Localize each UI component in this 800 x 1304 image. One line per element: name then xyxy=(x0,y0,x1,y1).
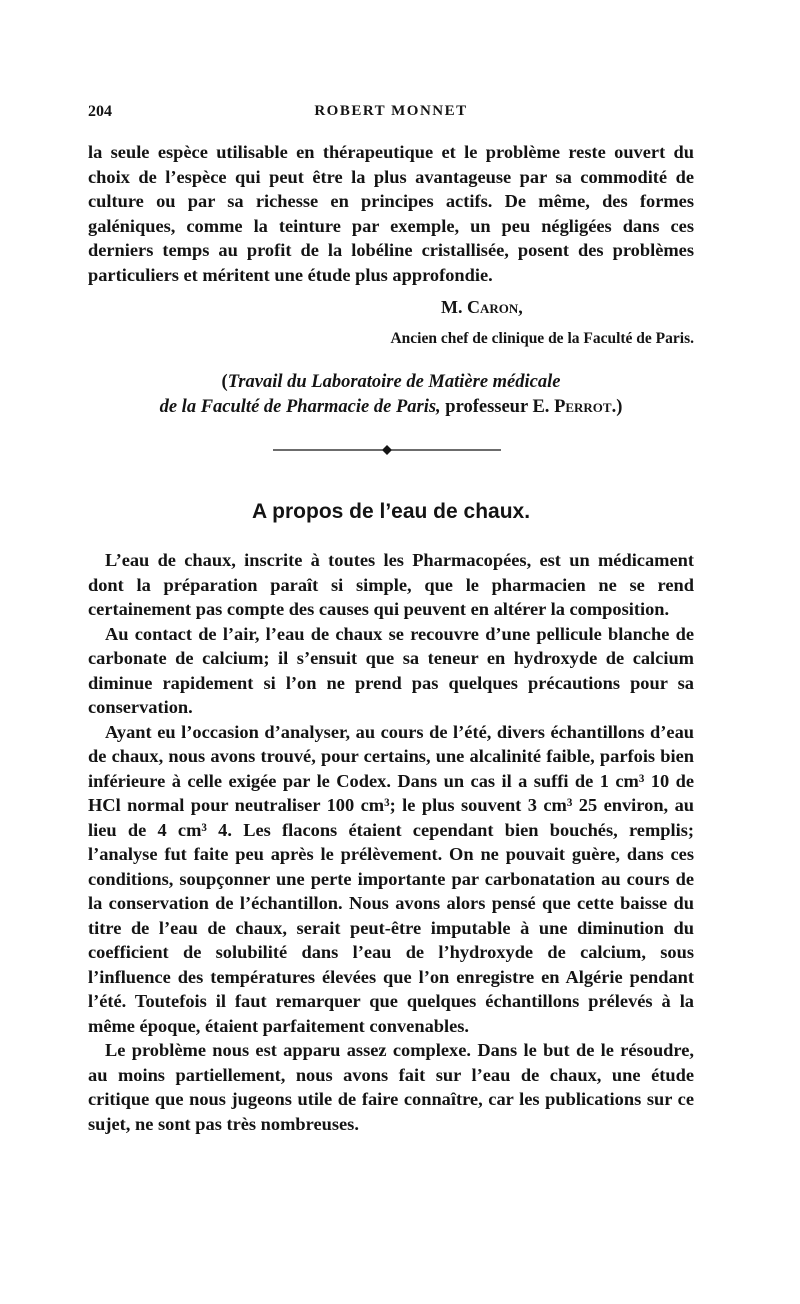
signature-name xyxy=(441,297,523,318)
credit-professor-prefix: professeur E. xyxy=(445,397,550,417)
signature-initial: M. xyxy=(441,297,463,317)
article-paragraph: L’eau de chaux, inscrite à toutes les Pharmacopées, est un médicament dont la préparation paraît si simple, que le pharmacien ne se rend certainement pas compte des causes qui peuvent en altérer la composition. xyxy=(88,550,694,619)
credit-open-paren: ( xyxy=(221,372,228,392)
article-body xyxy=(88,548,694,1136)
article-title: A propos de l’eau de chaux. xyxy=(251,500,531,523)
page-number: 204 xyxy=(88,103,112,120)
credit-line-2 xyxy=(88,395,694,420)
page-header xyxy=(88,103,694,129)
credit-work-line-1: Travail du Laboratoire de Matière médicale xyxy=(227,372,561,392)
intro-text xyxy=(88,140,694,287)
signature-surname: Caron, xyxy=(467,297,523,317)
article-paragraph: Le problème nous est apparu assez complexe. Dans le but de le résoudre, au moins partiellement, nous avons fait sur l’eau de chaux, une étude critique que nous jugeons utile de faire connaître, car les publications sur ce sujet, ne sont pas très nombreuses. xyxy=(88,1040,694,1134)
running-head: ROBERT MONNET xyxy=(314,103,468,119)
credit-work-line-2: de la Faculté de Pharmacie de Paris, xyxy=(159,397,441,417)
credit-line-1 xyxy=(88,370,694,395)
credit-close: .) xyxy=(611,397,623,417)
article-paragraph: Ayant eu l’occasion d’analyser, au cours de l’été, divers échantillons d’eau de chaux, nous avons trouvé, pour certains, une alcalinité faible, parfois bien inférieure à celle exigée par le Codex. Dans un cas il a suffi de 1 cm³ 10 de HCl normal pour neutraliser 100 cm³; le plus souvent 3 cm³ 25 environ, au lieu de 4 cm³ 4. Les flacons étaient cependant bien bouchés, remplis; l’analyse fut faite peu après le prélèvement. On ne pouvait guère, dans ces conditions, soupçonner une perte importante par carbonatation au cours de la conservation de l’échantillon. Nous avons alors pensé que cette baisse du titre de l’eau de chaux, serait peut-être imputable à une diminution du coefficient de solubilité dans l’eau de l’hydroxyde de calcium, sous l’influence des températures élevées que l’on enregistre en Algérie pendant l’été. Toutefois il faut remarquer que quelques échantillons prélevés à la même époque, étaient parfaitement convenables. xyxy=(88,721,694,1036)
signature-title: Ancien chef de clinique de la Faculté de Paris. xyxy=(390,330,694,347)
intro-paragraph: la seule espèce utilisable en thérapeutique et le problème reste ouvert du choix de l’espèce qui peut être la plus avantageuse par sa commodité de culture ou par sa richesse en principes actifs. De même, des formes galéniques, comme la teinture par exemple, un peu négligées dans ces derniers temps au profit de la lobéline cristallisée, posent des problèmes particuliers et méritent une étude plus approfondie. xyxy=(88,142,694,285)
work-credit xyxy=(88,370,694,420)
credit-professor-name: Perrot xyxy=(554,397,612,417)
article-paragraph: Au contact de l’air, l’eau de chaux se recouvre d’une pellicule blanche de carbonate de calcium; il s’ensuit que sa teneur en hydroxyde de calcium diminue rapidement si l’on ne prend pas quelques précautions pour sa conservation. xyxy=(88,623,694,717)
section-divider-ornament xyxy=(273,444,501,456)
